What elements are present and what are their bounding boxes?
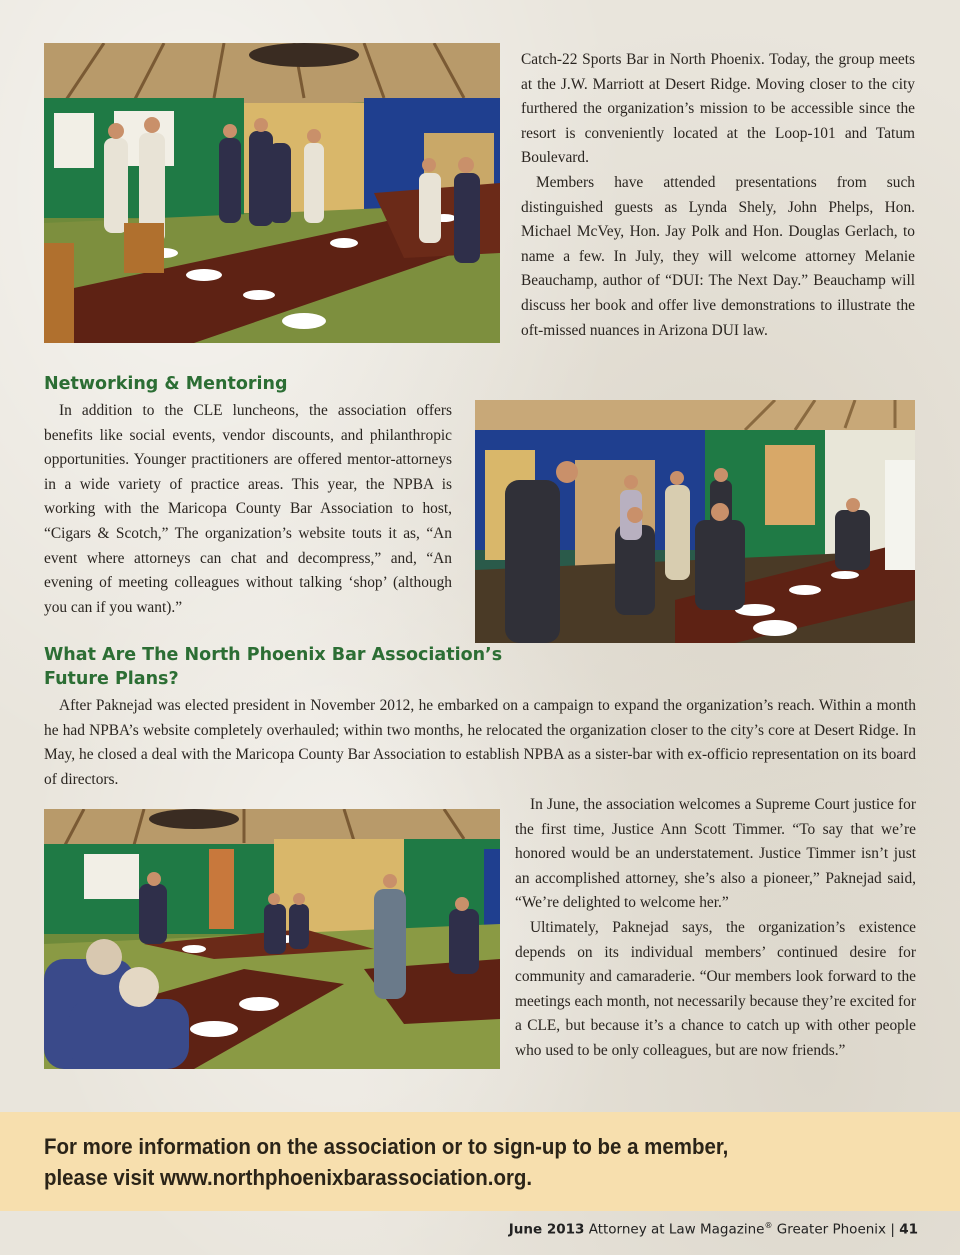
future-plans-heading [44, 643, 502, 691]
networking-paragraph: In addition to the CLE luncheons, the association offers benefits like social events, vendor discounts, and philanthropic opportunities. Younger practitioners are offered mentor-attorneys in a wide variety of practice areas. This year, the NPBA is working with the Maricopa County Bar Association to host, “Cigars & Scotch,” The organization’s website touts it as, “An event where attorneys can chat and decompress,” and, “An evening of meeting colleagues without talking ‘shop’ (although you can if you want).” [44, 402, 452, 616]
closing-paragraph-2: Ultimately, Paknejad says, the organization’s existence depends on its individual members’ continued desire for community and camaraderie. “Our members look forward to the meetings each month, not necessarily because they’re excited for a CLE, but because it’s a chance to catch up with other people who used to be only colleagues, but are now friends.” [515, 918, 916, 1059]
meeting-photo-2 [475, 400, 915, 643]
footer-separator: | [890, 1221, 895, 1238]
future-plans-heading-line2: Future Plans? [44, 669, 179, 689]
intro-paragraph-1: Catch-22 Sports Bar in North Phoenix. Today, the group meets at the J.W. Marriott at Desert Ridge. Moving closer to the city furthered the organization’s mission to be accessible since the resort is conveniently located at the Loop-101 and Tatum Boulevard. [521, 51, 915, 167]
closing-text [515, 793, 916, 1064]
membership-banner-line1: For more information on the association or to sign-up to be a member, [44, 1134, 729, 1159]
closing-paragraph-1: In June, the association welcomes a Supreme Court justice for the first time, Justice Ann Scott Timmer. “To say that we’re honored would be an understatement. Justice Timmer isn’t just an accomplished attorney, she’s also a pioneer,” Paknejad said, “We’re delighted to welcome her.” [515, 796, 916, 912]
meeting-photo-1 [44, 43, 500, 343]
membership-banner-line2: please visit www.northphoenixbarassociation.org. [44, 1165, 533, 1190]
footer-edition: Greater Phoenix [776, 1221, 887, 1238]
meeting-photo-3 [44, 809, 500, 1069]
footer-registered-mark: ® [764, 1221, 773, 1230]
footer-date: June 2013 [508, 1221, 585, 1238]
page-number: 41 [899, 1221, 918, 1238]
membership-banner [0, 1112, 960, 1211]
networking-heading: Networking & Mentoring [44, 374, 288, 394]
page-footer [509, 1221, 918, 1238]
future-plans-paragraph: After Paknejad was elected president in November 2012, he embarked on a campaign to expand the organization’s reach. Within a month he had NPBA’s website completely overhauled; within two months, he relocated the organization closer to the city’s core at Desert Ridge. In May, he closed a deal with the Maricopa County Bar Association to establish NPBA as a sister-bar with ex-officio representation on its board of directors. [44, 697, 916, 788]
future-plans-heading-line1: What Are The North Phoenix Bar Association’s [44, 645, 503, 665]
future-plans-text [44, 694, 916, 792]
membership-banner-text [44, 1131, 881, 1193]
footer-magazine: Attorney at Law Magazine [588, 1221, 765, 1238]
networking-text [44, 399, 452, 620]
intro-paragraph-2: Members have attended presentations from such distinguished guests as Lynda Shely, John Phelps, Hon. Michael McVey, Hon. Jay Polk and Hon. Douglas Gerlach, to name a few. In July, they will welcome attorney Melanie Beauchamp, author of “DUI: The Next Day.” Beauchamp will discuss her book and offer live demonstrations to illustrate the oft-missed nuances in Arizona DUI law. [521, 173, 915, 339]
intro-continued-text [521, 48, 915, 343]
